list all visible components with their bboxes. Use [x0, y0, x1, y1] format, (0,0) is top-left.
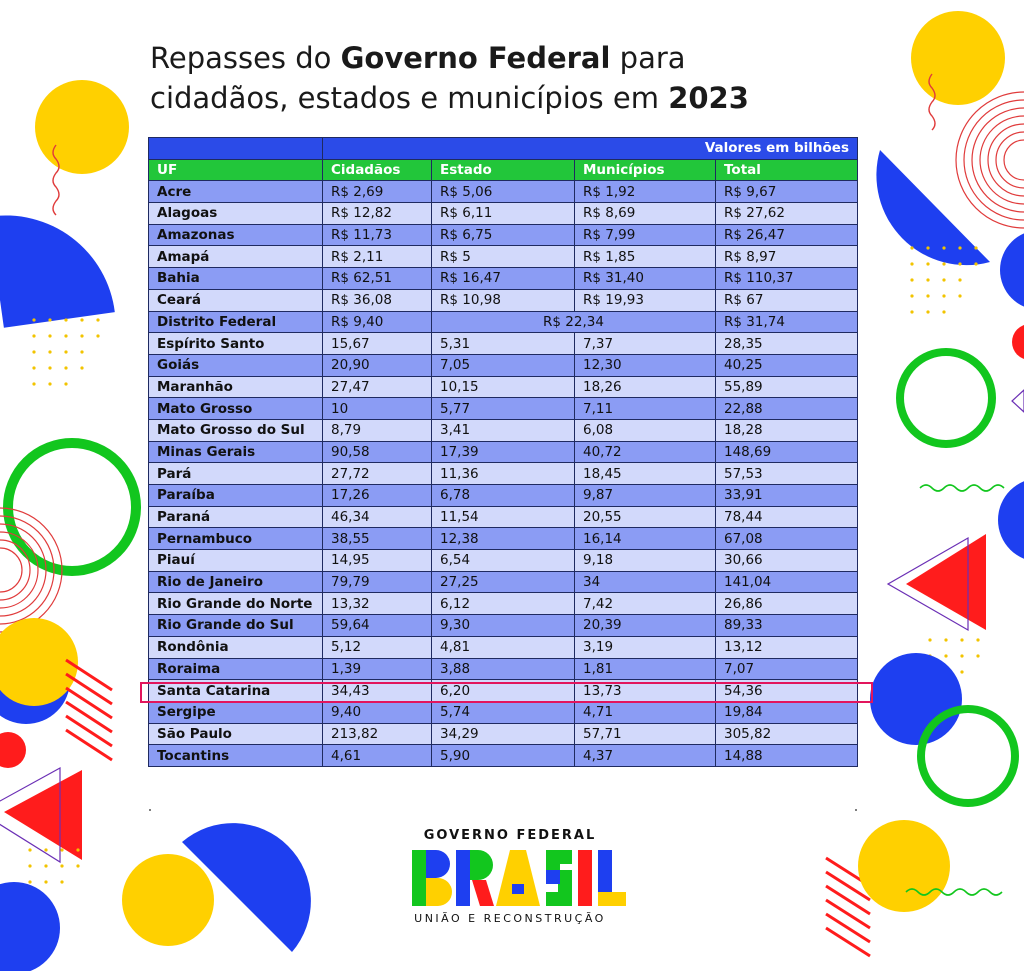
cell-uf: Maranhão [149, 376, 323, 398]
cell-cidadaos: 27,72 [323, 463, 432, 485]
cell-cidadaos: 5,12 [323, 636, 432, 658]
cell-uf: Pará [149, 463, 323, 485]
cell-uf: Paraná [149, 506, 323, 528]
cell-estado: 6,12 [432, 593, 575, 615]
cell-total: 89,33 [716, 615, 858, 637]
cell-uf: Roraima [149, 658, 323, 680]
title-line-1: Repasses do Governo Federal para [150, 41, 686, 75]
cell-total: 78,44 [716, 506, 858, 528]
cell-estado: 17,39 [432, 441, 575, 463]
table-row [149, 398, 858, 420]
cell-uf: Amapá [149, 246, 323, 268]
governo-federal-logo [410, 828, 630, 928]
cell-cidadaos: 79,79 [323, 571, 432, 593]
cell-estado: 3,41 [432, 419, 575, 441]
cell-municipios: 57,71 [575, 723, 716, 745]
cell-cidadaos: R$ 36,08 [323, 289, 432, 311]
cell-estado: 4,81 [432, 636, 575, 658]
cell-estado: 6,20 [432, 680, 575, 702]
cell-total: 54,36 [716, 680, 858, 702]
logo-bottom-text: UNIÃO E RECONSTRUÇÃO [414, 912, 606, 925]
table-row [149, 181, 858, 203]
cell-total: R$ 8,97 [716, 246, 858, 268]
cell-cidadaos: R$ 2,11 [323, 246, 432, 268]
column-header-estado: Estado [432, 159, 575, 181]
yellow-circle-bottom [122, 854, 214, 946]
cell-estado: 5,31 [432, 333, 575, 355]
cell-total: R$ 31,74 [716, 311, 858, 333]
cell-total: R$ 26,47 [716, 224, 858, 246]
red-circle-right [1012, 324, 1024, 360]
table-row [149, 333, 858, 355]
cell-municipios: 7,37 [575, 333, 716, 355]
cell-uf: São Paulo [149, 723, 323, 745]
cell-uf: Paraíba [149, 485, 323, 507]
dot-grid-left [32, 318, 99, 385]
cell-estado: 6,78 [432, 485, 575, 507]
cell-cidadaos: 15,67 [323, 333, 432, 355]
cell-estado: R$ 6,75 [432, 224, 575, 246]
cell-estado: R$ 5,06 [432, 181, 575, 203]
yellow-circle-left-top [35, 80, 129, 174]
cell-cidadaos: 46,34 [323, 506, 432, 528]
cell-cidadaos: 8,79 [323, 419, 432, 441]
cell-total: 22,88 [716, 398, 858, 420]
cell-estado: 10,15 [432, 376, 575, 398]
cell-cidadaos: 38,55 [323, 528, 432, 550]
cell-cidadaos: 4,61 [323, 745, 432, 767]
cell-municipios: 34 [575, 571, 716, 593]
cell-municipios: 6,08 [575, 419, 716, 441]
cell-total: 141,04 [716, 571, 858, 593]
cell-municipios: R$ 1,92 [575, 181, 716, 203]
green-wave-right [920, 485, 1004, 491]
table-row [149, 203, 858, 225]
cell-municipios: 7,11 [575, 398, 716, 420]
cell-estado: 12,38 [432, 528, 575, 550]
cell-estado: 5,74 [432, 701, 575, 723]
cell-total: 57,53 [716, 463, 858, 485]
cell-estado: 27,25 [432, 571, 575, 593]
cell-cidadaos: 90,58 [323, 441, 432, 463]
cell-total: 26,86 [716, 593, 858, 615]
table-row [149, 463, 858, 485]
table-row [149, 571, 858, 593]
cell-estado: 11,54 [432, 506, 575, 528]
red-concentric-arcs-right [956, 92, 1024, 228]
cell-cidadaos: R$ 11,73 [323, 224, 432, 246]
cell-total: 67,08 [716, 528, 858, 550]
column-header-row [149, 159, 858, 181]
cell-uf: Ceará [149, 289, 323, 311]
cell-estado: R$ 16,47 [432, 268, 575, 290]
table-row [149, 376, 858, 398]
logo-top-text: GOVERNO FEDERAL [423, 828, 597, 843]
table-row [149, 723, 858, 745]
green-ring-left [8, 443, 136, 571]
table-row [149, 636, 858, 658]
table-row [149, 615, 858, 637]
cell-estado: 6,54 [432, 550, 575, 572]
cell-estado: R$ 10,98 [432, 289, 575, 311]
page-title [150, 38, 910, 118]
cell-municipios: 9,87 [575, 485, 716, 507]
table-row [149, 311, 858, 333]
green-ring-right-top [900, 352, 992, 444]
title-line-2: cidadãos, estados e municípios em 2023 [150, 81, 749, 115]
cell-total: R$ 67 [716, 289, 858, 311]
cell-uf: Mato Grosso do Sul [149, 419, 323, 441]
table-row [149, 224, 858, 246]
cell-uf: Alagoas [149, 203, 323, 225]
cell-estado: 7,05 [432, 354, 575, 376]
cell-cidadaos: R$ 62,51 [323, 268, 432, 290]
cell-estado: 9,30 [432, 615, 575, 637]
cell-cidadaos: R$ 2,69 [323, 181, 432, 203]
units-label: Valores em bilhões [323, 138, 858, 160]
cell-uf: Pernambuco [149, 528, 323, 550]
cell-uf: Acre [149, 181, 323, 203]
cell-uf: Rondônia [149, 636, 323, 658]
cell-cidadaos: 34,43 [323, 680, 432, 702]
table-row [149, 550, 858, 572]
table-row [149, 745, 858, 767]
cell-cidadaos: 10 [323, 398, 432, 420]
cell-total: 19,84 [716, 701, 858, 723]
cell-estado: 11,36 [432, 463, 575, 485]
cell-cidadaos: 59,64 [323, 615, 432, 637]
outline-triangle-right-small [1012, 390, 1024, 412]
highlight-box-santa-catarina [140, 682, 873, 703]
cell-cidadaos: 20,90 [323, 354, 432, 376]
cell-uf: Tocantins [149, 745, 323, 767]
cell-cidadaos: R$ 9,40 [323, 311, 432, 333]
table-row [149, 268, 858, 290]
red-triangle-left [4, 770, 82, 860]
cell-total: 148,69 [716, 441, 858, 463]
cell-uf: Goiás [149, 354, 323, 376]
cell-uf: Rio Grande do Sul [149, 615, 323, 637]
column-header-total: Total [716, 159, 858, 181]
table-row [149, 658, 858, 680]
cell-total: 13,12 [716, 636, 858, 658]
cell-municipios: 16,14 [575, 528, 716, 550]
cell-estado: 5,77 [432, 398, 575, 420]
blue-circle-right-edge [1000, 230, 1024, 310]
cell-municipios: R$ 8,69 [575, 203, 716, 225]
cell-estado: R$ 6,11 [432, 203, 575, 225]
cell-uf: Espírito Santo [149, 333, 323, 355]
cell-total: 30,66 [716, 550, 858, 572]
cell-total: 28,35 [716, 333, 858, 355]
blue-circle-left-bottom [0, 882, 60, 971]
table-row [149, 246, 858, 268]
cell-estado-municipios-merged: R$ 22,34 [432, 311, 716, 333]
cell-cidadaos: R$ 12,82 [323, 203, 432, 225]
table-row [149, 701, 858, 723]
cell-municipios: 18,26 [575, 376, 716, 398]
cell-municipios: R$ 19,93 [575, 289, 716, 311]
cell-total: R$ 9,67 [716, 181, 858, 203]
yellow-circle-right-top [911, 11, 1005, 105]
cell-total: 40,25 [716, 354, 858, 376]
cell-cidadaos: 1,39 [323, 658, 432, 680]
blue-circle-right-mid [998, 478, 1024, 562]
cell-uf: Amazonas [149, 224, 323, 246]
cell-uf: Minas Gerais [149, 441, 323, 463]
table-row [149, 593, 858, 615]
cell-uf: Sergipe [149, 701, 323, 723]
cell-cidadaos: 9,40 [323, 701, 432, 723]
cell-estado: 34,29 [432, 723, 575, 745]
blue-half-circle-left [0, 201, 115, 328]
cell-municipios: 20,39 [575, 615, 716, 637]
cell-municipios: 4,71 [575, 701, 716, 723]
table-row [149, 289, 858, 311]
cell-total: R$ 27,62 [716, 203, 858, 225]
cell-municipios: 12,30 [575, 354, 716, 376]
cell-cidadaos: 17,26 [323, 485, 432, 507]
cell-municipios: R$ 7,99 [575, 224, 716, 246]
cell-estado: 3,88 [432, 658, 575, 680]
cell-municipios: 20,55 [575, 506, 716, 528]
cell-estado: 5,90 [432, 745, 575, 767]
cell-municipios: 13,73 [575, 680, 716, 702]
cell-municipios: 9,18 [575, 550, 716, 572]
table-row [149, 485, 858, 507]
table-row [149, 419, 858, 441]
cell-total: 18,28 [716, 419, 858, 441]
brasil-wordmark [412, 850, 626, 906]
cell-municipios: 3,19 [575, 636, 716, 658]
cell-municipios: R$ 31,40 [575, 268, 716, 290]
cell-total: 7,07 [716, 658, 858, 680]
units-row [149, 138, 858, 160]
cell-municipios: 4,37 [575, 745, 716, 767]
red-circle-left [0, 732, 26, 768]
cell-cidadaos: 27,47 [323, 376, 432, 398]
cell-uf: Bahia [149, 268, 323, 290]
cell-municipios: 1,81 [575, 658, 716, 680]
column-header-municipios: Municípios [575, 159, 716, 181]
cell-uf: Mato Grosso [149, 398, 323, 420]
cell-total: 305,82 [716, 723, 858, 745]
column-header-uf: UF [149, 159, 323, 181]
cell-estado: R$ 5 [432, 246, 575, 268]
cell-total: 14,88 [716, 745, 858, 767]
transfers-table [148, 137, 858, 767]
cell-cidadaos: 213,82 [323, 723, 432, 745]
cell-total: 55,89 [716, 376, 858, 398]
green-ring-right-bottom [921, 709, 1015, 803]
table-row [149, 354, 858, 376]
cell-cidadaos: 13,32 [323, 593, 432, 615]
cell-municipios: 7,42 [575, 593, 716, 615]
cell-municipios: R$ 1,85 [575, 246, 716, 268]
red-triangle-right [906, 534, 986, 630]
cell-uf: Santa Catarina [149, 680, 323, 702]
cell-total: R$ 110,37 [716, 268, 858, 290]
table-row [149, 528, 858, 550]
blue-circle-right-lower [870, 653, 962, 745]
yellow-circle-right-bottom [858, 820, 950, 912]
cell-municipios: 18,45 [575, 463, 716, 485]
table-body [149, 181, 858, 767]
cell-uf: Rio Grande do Norte [149, 593, 323, 615]
cell-municipios: 40,72 [575, 441, 716, 463]
cell-uf: Distrito Federal [149, 311, 323, 333]
cell-cidadaos: 14,95 [323, 550, 432, 572]
column-header-cidadaos: Cidadãos [323, 159, 432, 181]
table-row [149, 506, 858, 528]
table-row [149, 441, 858, 463]
cell-uf: Piauí [149, 550, 323, 572]
cell-total: 33,91 [716, 485, 858, 507]
units-row-empty-cell [149, 138, 323, 160]
cell-uf: Rio de Janeiro [149, 571, 323, 593]
